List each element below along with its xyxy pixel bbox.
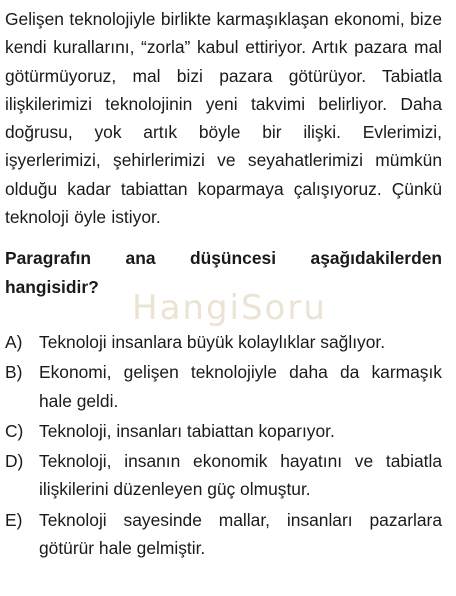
option-text: Teknoloji, insanları tabiattan koparıyor.	[39, 420, 335, 441]
answer-options	[5, 328, 442, 562]
option-text: Teknoloji, insanın ekonomik hayatını ve tabiatla ilişkilerini düzenleyen güç olmuştur.	[39, 451, 442, 500]
option-letter: A)	[5, 331, 23, 352]
answer-option-a[interactable]	[5, 328, 442, 356]
watermark-logo: HangiSoru	[132, 288, 327, 328]
option-text: Teknoloji insanlara büyük kolaylıklar sağlıyor.	[39, 331, 386, 352]
reading-passage: Gelişen teknolojiyle birlikte karmaşıklaşan ekonomi, bize kendi kurallarını, “zorla” kabul ettiriyor. Artık pazara mal götürmüyoruz, mal bizi pazara götürüyor. Tabiatla ilişkilerimizi teknolojinin yeni takvimi belirliyor. Daha doğrusu, yok artık böyle bir ilişki. Evlerimizi, işyerlerimizi, şehirlerimizi ve seyahatlerimizi mümkün olduğu kadar tabiattan koparmaya çalışıyoruz. Çünkü teknoloji öyle istiyor.	[5, 9, 442, 228]
answer-option-e[interactable]	[5, 506, 442, 563]
option-letter: D)	[5, 451, 24, 472]
option-text: Ekonomi, gelişen teknolojiyle daha da karmaşık hale geldi.	[39, 362, 442, 411]
answer-option-c[interactable]	[5, 417, 442, 445]
question-stem: Paragrafın ana düşüncesi aşağıdakilerden hangisidir?	[5, 248, 442, 297]
answer-option-b[interactable]	[5, 358, 442, 415]
answer-option-d[interactable]	[5, 447, 442, 504]
option-letter: C)	[5, 420, 24, 441]
option-letter: B)	[5, 362, 23, 383]
option-letter: E)	[5, 509, 23, 530]
option-text: Teknoloji sayesinde mallar, insanları pazarlara götürür hale gelmiştir.	[39, 509, 442, 559]
